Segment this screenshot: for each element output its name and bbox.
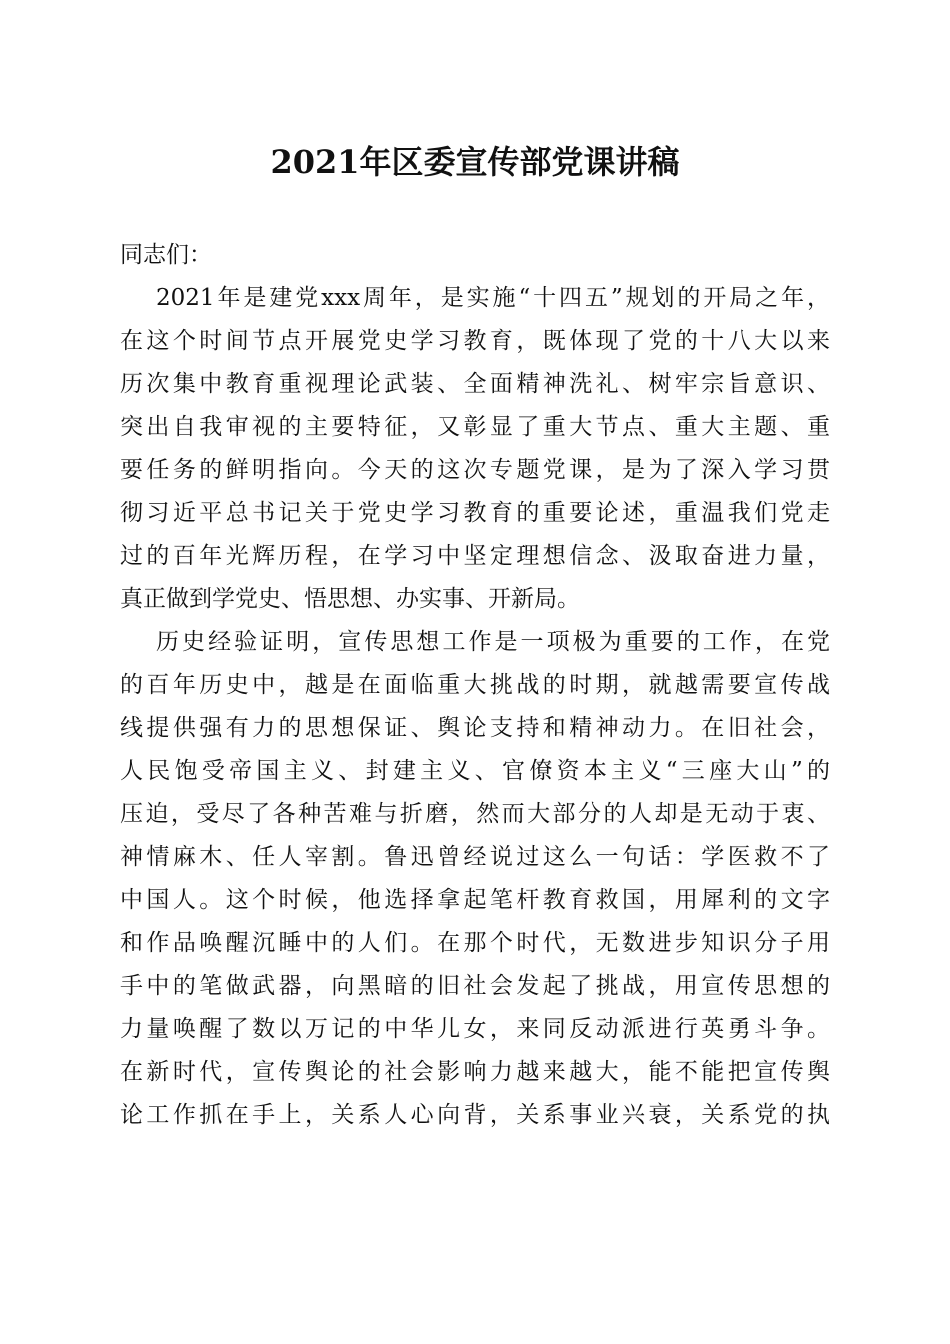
document-body <box>120 234 830 1137</box>
paragraph-line: 力量唤醒了数以万记的中华儿女，来同反动派进行英勇斗争。 <box>120 1016 830 1042</box>
paragraph-line: 人民饱受帝国主义、封建主义、官僚资本主义“三座大山”的 <box>120 758 830 784</box>
paragraph-line: 2021年是建党xxx周年，是实施“十四五”规划的开局之年， <box>156 285 830 311</box>
paragraph-line: 彻习近平总书记关于党史学习教育的重要论述，重温我们党走 <box>120 500 830 526</box>
paragraph-line: 要任务的鲜明指向。今天的这次专题党课，是为了深入学习贯 <box>120 457 830 483</box>
paragraph-line: 历次集中教育重视理论武装、全面精神洗礼、树牢宗旨意识、 <box>120 371 830 397</box>
paragraph-line: 历史经验证明，宣传思想工作是一项极为重要的工作，在党 <box>156 629 830 655</box>
paragraph-line: 在新时代，宣传舆论的社会影响力越来越大，能不能把宣传舆 <box>120 1059 830 1085</box>
paragraph-line: 在这个时间节点开展党史学习教育，既体现了党的十八大以来 <box>120 328 830 354</box>
paragraph-line: 手中的笔做武器，向黑暗的旧社会发起了挑战，用宣传思想的 <box>120 973 830 999</box>
paragraph-line: 线提供强有力的思想保证、舆论支持和精神动力。在旧社会， <box>120 715 830 741</box>
paragraph-line: 论工作抓在手上，关系人心向背，关系事业兴衰，关系党的执 <box>120 1102 830 1128</box>
paragraph-line: 突出自我审视的主要特征，又彰显了重大节点、重大主题、重 <box>120 414 830 440</box>
paragraph-line: 中国人。这个时候，他选择拿起笔杆教育救国，用犀利的文字 <box>120 887 830 913</box>
paragraph-line: 真正做到学党史、悟思想、办实事、开新局。 <box>120 586 580 612</box>
paragraph-line: 的百年历史中，越是在面临重大挑战的时期，就越需要宣传战 <box>120 672 830 698</box>
paragraph-line: 神情麻木、任人宰割。鲁迅曾经说过这么一句话：学医救不了 <box>120 844 830 870</box>
paragraph-line: 和作品唤醒沉睡中的人们。在那个时代，无数进步知识分子用 <box>120 930 830 956</box>
salutation: 同志们： <box>120 242 212 268</box>
document-title: 2021年区委宣传部党课讲稿 <box>270 143 680 181</box>
paragraph-line: 过的百年光辉历程，在学习中坚定理想信念、汲取奋进力量， <box>120 543 830 569</box>
paragraph-line: 压迫，受尽了各种苦难与折磨，然而大部分的人却是无动于衷、 <box>120 801 830 827</box>
